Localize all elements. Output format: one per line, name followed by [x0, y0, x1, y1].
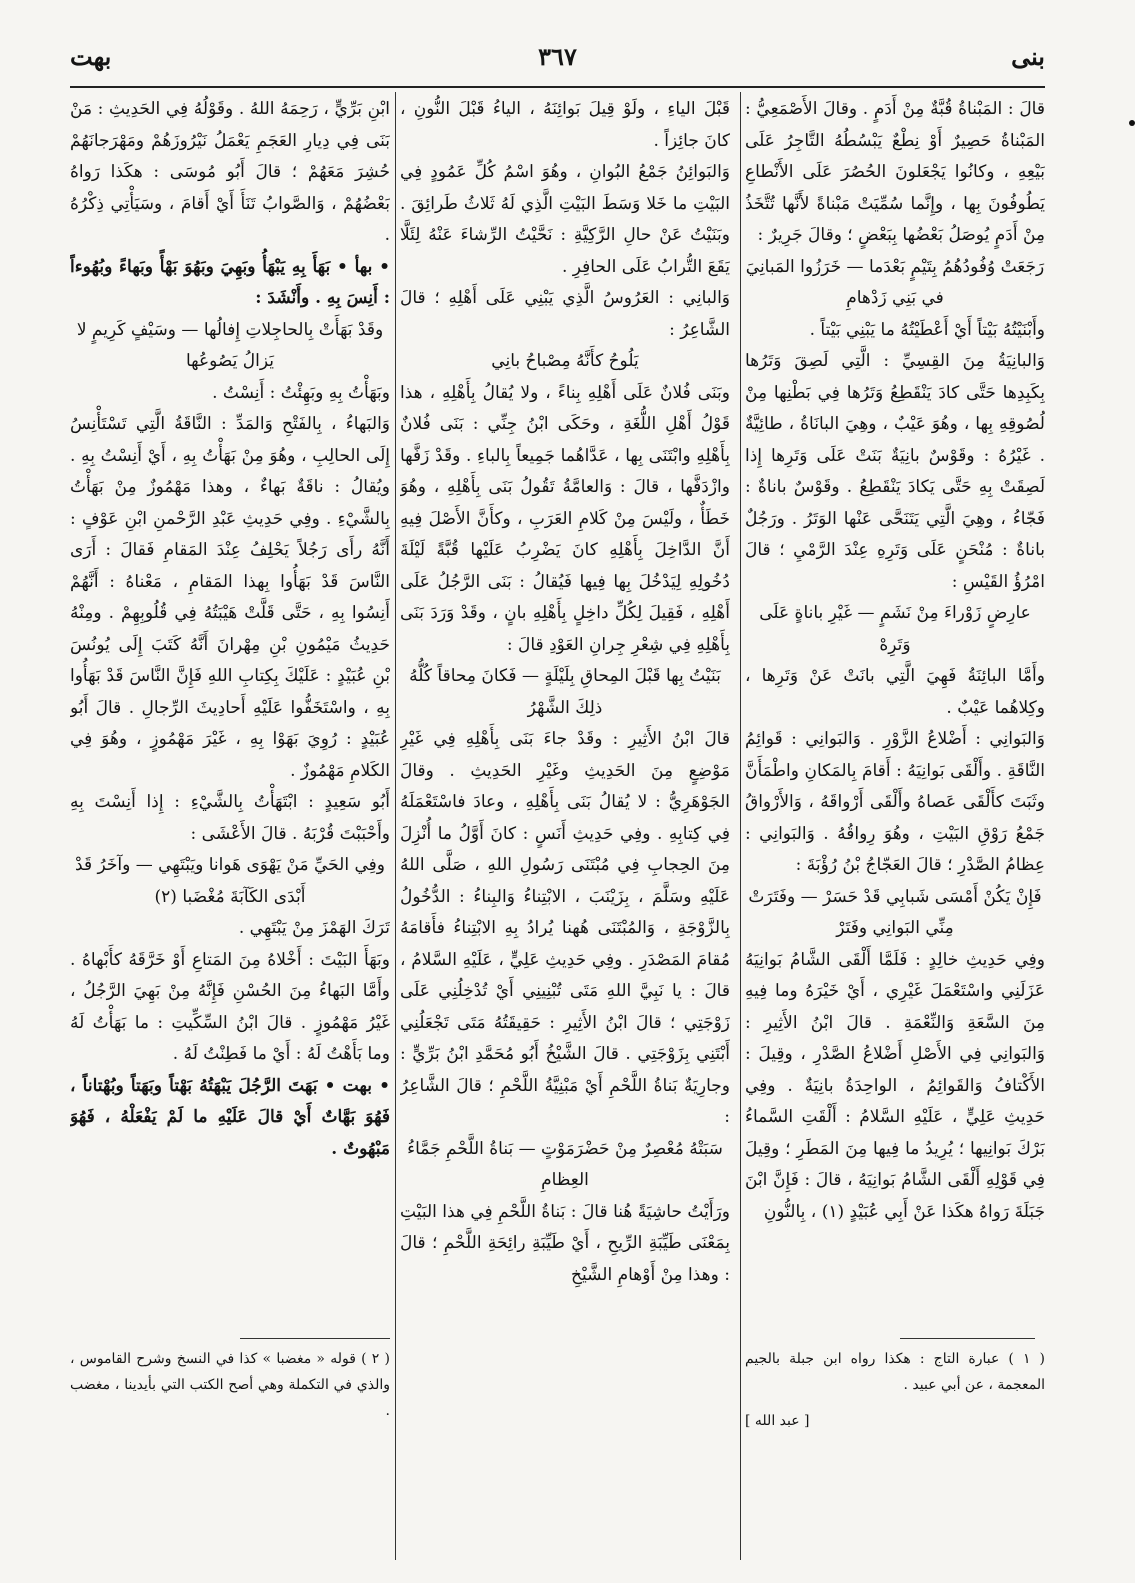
paragraph: ورَأَيْتُ حاشِيَةً هُنا قالَ : بَناةُ اللَّحْمِ فِي هذا البَيْتِ بِمَعْنَى طَيِّبَةِ الرِّيحِ ، أَيْ طَيِّبَةِ رائِحَةِ اللَّحْمِ ؛ قالَ : وهذا مِنْ أَوْهامِ الشَّيْخِ [400, 1201, 730, 1285]
verse: وفِي الحَيِّ مَنْ يَهْوَى هَوانا ويَبْتَهِي — وآخَرُ قَدْ أَبْدَى الكَآبَةَ مُغْضَبا (٢) [75, 855, 385, 907]
column-divider [395, 92, 396, 1560]
verse: سَبَتْهُ مُعْصِرٌ مِنْ حَضْرَمَوْتٍ — بَناةُ اللَّحْمِ جَمَّاءُ العِظامِ [407, 1138, 723, 1190]
verse: عارِضٍ زَوْراءَ مِنْ نَشَمٍ — غَيْرِ باناةٍ عَلَى وَتَرِهْ [759, 603, 1031, 655]
paragraph: وفِي حَدِيثِ خالِدٍ : فَلَمَّا أَلْقَى الشَّامُ بَوانِيَهُ عَزَلَنِي واسْتَعْمَلَ غَيْرِي ، أَيْ خَيْرَهُ وما فِيهِ مِنَ السَّعَةِ وَالنِّعْمَةِ . قالَ ابْنُ الأَثِيرِ : وَالبَوانِي فِي الأَصْلِ أَضْلاعُ الصَّدْرِ ، وقِيلَ : الأَكْتافُ وَالقَوائِمُ ، الواحِدَةُ بانِيَةٌ . وفِي حَدِيثِ عَلِيٍّ ، عَلَيْهِ السَّلامُ : أَلْقَتِ السَّماءُ بَرْكَ بَوانِيها ؛ يُرِيدُ ما فِيها مِنَ المَطَرِ ؛ وقِيلَ فِي قَوْلِهِ أَلْقَى الشَّامُ بَوانِيَهُ ، قالَ : فَإِنَّ ابْنَ جَبَلَةَ رَواهُ هكَذا عَنْ أَبِي عُبَيْدٍ (١) ، بِالنُّونِ [745, 949, 1045, 1222]
footnote-signature: [ عبد الله ] [745, 1413, 810, 1429]
scan-edge-mark [1129, 120, 1135, 126]
paragraph: وبَهَأْتُ بِهِ وبَهِئْتُ : أَنِسْتُ . [212, 382, 390, 403]
verse: رَجَعَتْ وُفُودُهُمُ بِتَيْمٍ بَعْدَما — خَرَزُوا المَبانِيَ في بَنِي زَدْهامِ [745, 256, 1045, 308]
verse: فَإِنْ يَكُنْ أَمْسَى شَبابِي قَدْ حَسَرْ — وفَتَرَتْ مِنِّي البَوانِي وفَتَرْ [748, 886, 1042, 938]
paragraph: وَالبانِي : العَرُوسُ الَّذِي يَبْنِي عَلَى أَهْلِهِ ؛ قالَ الشَّاعِرُ : [400, 288, 730, 340]
header-root-word-right: بنى [1011, 42, 1045, 71]
footnote-left [70, 1346, 390, 1424]
paragraph: قَبْلَ الياءِ ، ولَوْ قِيلَ بَوائِنَهُ ، الياءُ قَبْلَ النُّونِ ، كانَ جائِزاً . [400, 99, 730, 151]
paragraph: ابْنِ بَرِّيٍّ ، رَحِمَهُ اللهُ . وقَوْلُهُ فِي الحَدِيثِ : مَنْ بَنَى فِي دِيارِ العَجَمِ يَعْمَلُ نَيْرُوزَهُمْ ومَهْرَجانَهُمْ حُشِرَ مَعَهُمْ ؛ قالَ أَبُو مُوسَى : هكَذا رَواهُ بَعْضُهُمْ ، وَالصَّوابُ تَنَأَ أَيْ أَقامَ ، وسَيَأْتِي ذِكْرُهُ . [70, 99, 390, 245]
paragraph: قالَ ابْنُ الأَثِيرِ : وقَدْ جاءَ بَنَى بِأَهْلِهِ فِي غَيْرِ مَوْضِعٍ مِنَ الحَدِيثِ وغَيْرِ الحَدِيثِ . وقالَ الجَوْهَرِيُّ : لا يُقالُ بَنَى بِأَهْلِهِ ، وعادَ فاسْتَعْمَلَهُ فِي كِتابِهِ . وفِي حَدِيثِ أَنَسٍ : كانَ أَوَّلُ ما أُنْزِلَ مِنَ الحِجابِ فِي مُبْتَنَى رَسُولِ اللهِ ، صَلَّى اللهُ عَلَيْهِ وسَلَّمَ ، بِزَيْنَبَ ، الابْتِناءُ وَالبِناءُ : الدُّخُولُ بِالزَّوْجَةِ ، وَالمُبْتَنَى هُهنا يُرادُ بِهِ الابْتِناءُ فأَقامَهُ مُقامَ المَصْدَرِ . وفِي حَدِيثِ عَلِيٍّ ، عَلَيْهِ السَّلامُ ، قالَ : يا نَبِيَّ اللهِ مَتَى تُبْنِينِي أَيْ تُدْخِلُنِي عَلَى زَوْجَتِي ؛ قالَ ابْنُ الأَثِيرِ : حَقِيقَتُهُ مَتَى تَجْعَلُنِي أَبْتَنِي بِزَوْجَتِي . قالَ الشَّيْخُ أَبُو مُحَمَّدِ ابْنُ بَرِّيٍّ : وجارِيَةٌ بَناةُ اللَّحْمِ أَيْ مَبْنِيَّةُ اللَّحْمِ ؛ قالَ الشَّاعِرُ : [400, 729, 730, 1127]
paragraph: قالَ : المَبْناةُ قُبَّةٌ مِنْ أَدَمٍ . وقالَ الأَصْمَعِيُّ : المَبْناةُ حَصِيرٌ أَوْ نِطْعٌ يَبْسُطُهُ التَّاجِرُ عَلَى بَيْعِهِ ، وكانُوا يَجْعَلونَ الحُصُرَ عَلَى الأَنْطاعِ يَطُوفُونَ بِها ، وإِنَّما سُمِّيَتْ مَبْناةً لأَنَّها تُتَّخَذُ مِنْ أَدَمٍ يُوصَلُ بَعْضُها بِبَعْضٍ ؛ وقالَ جَرِيرٌ : [745, 99, 1045, 245]
column-middle [400, 94, 730, 1564]
footnote-rule [900, 1338, 1035, 1339]
page-header [70, 42, 1045, 82]
paragraph: أَبُو سَعِيدٍ : ابْتَهَأْتُ بِالشَّيْءِ : إِذا أَنِسْتَ بِهِ وأَحْبَبْتَ قُرْبَهُ . قالَ الأَعْشَى : [70, 792, 390, 844]
footnote-text: ( ٢ ) قوله « مغضبا » كذا في النسخ وشرح القاموس ، والذي في التكملة وهي أصح الكتب التي بأيدينا ، مغضب . [70, 1351, 390, 1419]
header-rule [70, 86, 1045, 88]
entry-heading: • بهت • بَهَتَ الرَّجُلَ يَبْهَتُهُ بَهْتاً وبَهَتاً وبُهْتاناً ، فَهُوَ بَهَّاتٌ أَيْ قالَ عَلَيْهِ ما لَمْ يَفْعَلْهُ ، فَهُوَ مَبْهُوتٌ . [70, 1075, 390, 1159]
paragraph: وَالبَوانِي : أَضْلاعُ الزَّوْرِ . وَالبَوانِي : قَوائِمُ النَّاقَةِ . وأَلْقَى بَوانِيَهُ : أَقامَ بِالمَكانِ واطْمَأَنَّ وثَبَتَ كأَلْقَى عَصاهُ وأَلْقَى أَرْواقَهُ ، وَالأَرْواقُ جَمْعُ رَوْقِ البَيْتِ ، وهُوَ رِواقُهُ . وَالبَوانِي : عِظامُ الصَّدْرِ ؛ قالَ العَجّاجُ بْنُ رُؤْبَةَ : [745, 729, 1045, 875]
header-root-word-left: بهت [70, 42, 112, 71]
paragraph: تَرَكَ الهَمْزَ مِنْ يَبْتَهِي . [238, 918, 390, 938]
paragraph: وبَهَأَ البَيْتَ : أَخْلاهُ مِنَ المَتاعِ أَوْ خَرَّقَهُ كأَبْهاهُ . وأَمَّا البَهاءُ مِنَ الحُسْنِ فَإِنَّهُ مِنْ بَهِيَ الرَّجُلُ ، غَيْرُ مَهْمُوزٍ . قالَ ابْنُ السِّكِّيتِ : ما بَهَأْتُ لَهُ وما بَأَهْتُ لَهُ : أَيْ ما فَطِنْتُ لَهُ . [70, 949, 390, 1064]
footnote-text: ( ١ ) عبارة التاج : هكذا رواه ابن جبلة بالجيم المعجمة ، عن أبي عبيد . [745, 1351, 1045, 1393]
paragraph: وَالبانِيَةُ مِنَ القِسِيِّ : الَّتِي لَصِقَ وَتَرُها بِكَبِدِها حَتَّى كادَ يَنْقَطِعُ وَتَرُها فِي بَطْنِها مِنْ لُصُوقِهِ بِها ، وهُوَ عَيْبٌ ، وهِيَ البانَاةُ ، طائِيَّةٌ . غَيْرُهُ : وقَوْسٌ بانِيَةٌ بَنَتْ عَلَى وَتَرِها إِذا لَصِقَتْ بِهِ حَتَّى يَكادَ يَنْقَطِعُ . وقَوْسٌ باناةٌ : فَجّاءُ ، وهِيَ الَّتِي يَتَنَحَّى عَنْها الوَتَرُ . ورَجُلٌ باناةٌ : مُنْحَنٍ عَلَى وَتَرِهِ عِنْدَ الرَّمْيِ ؛ قالَ امْرُؤُ القَيْسِ : [745, 351, 1045, 592]
column-left [70, 94, 390, 1326]
footnote-rule [240, 1338, 390, 1339]
verse: وقَدْ بَهَأَتْ بِالحاجِلاتِ إِفالُها — وسَيْفٍ كَرِيمٍ لا يَزالُ يَصُوعُها [76, 319, 384, 371]
paragraph: وأَبْنَيْتُهُ بَيْتاً أَيْ أَعْطَيْتُهُ ما يَبْنِي بَيْتاً . [809, 319, 1045, 340]
verse: يَلُوحُ كأَنَّهُ مِصْباحُ بانِي [491, 351, 639, 371]
page-number: ٣٦٧ [538, 42, 577, 71]
footnote-right [745, 1346, 1045, 1434]
column-divider [740, 92, 741, 1560]
entry-heading: • بهأ • بَهَأَ بِهِ يَبْهَأُ وبَهِيَ وبَهُوَ بَهْأً وبَهاءً وبُهُوءاً : أَنِسَ بِهِ . وأَنْشَدَ : [70, 256, 390, 308]
paragraph: وَالبَوائِنُ جَمْعُ البُوانِ ، وهُوَ اسْمُ كُلِّ عَمُودٍ فِي البَيْتِ ما خَلا وَسَطَ البَيْتِ الَّذِي لَهُ ثَلاثُ طَرائِقَ . وبَنَيْتُ عَنْ حالِ الرَّكِيَّةِ : نَحَّيْتُ الرِّشاءَ عَنْهُ لِئَلَّا يَقَعَ التُّرابُ عَلَى الحافِرِ . [400, 162, 730, 277]
column-right [745, 94, 1045, 1324]
verse: بَنَيْتُ بِها قَبْلَ المِحاقِ بِلَيْلَةٍ — فَكانَ مِحاقاً كُلُّهُ ذلِكَ الشَّهْرُ [409, 666, 721, 718]
paragraph: وأَمَّا البائِنَةُ فَهِيَ الَّتِي بانَتْ عَنْ وَتَرِها ، وكِلاهُما عَيْبٌ . [745, 666, 1045, 718]
paragraph: وَالبَهاءُ ، بِالفَتْحِ وَالمَدِّ : النَّاقَةُ الَّتِي تَسْتَأْنِسُ إِلَى الحالِبِ ، وهُوَ مِنْ بَهَأْتُ بِهِ ، أَيْ أَنِسْتُ بِهِ . ويُقالُ : ناقَةٌ بَهاءٌ ، وهذا مَهْمُوزٌ مِنْ بَهَأْتُ بِالشَّيْءِ . وفِي حَدِيثِ عَبْدِ الرَّحْمنِ ابْنِ عَوْفٍ : أَنَّهُ رأَى رَجُلاً يَحْلِفُ عِنْدَ المَقامِ فَقالَ : أَرَى النَّاسَ قَدْ بَهَأُوا بِهذا المَقامِ ، مَعْناهُ : أَنَّهُمْ أَنِسُوا بِهِ ، حَتَّى قَلَّتْ هَيْبَتُهُ فِي قُلُوبِهِمْ . ومِنْهُ حَدِيثُ مَيْمُونِ بْنِ مِهْرانَ أَنَّهُ كَتَبَ إِلَى يُونُسَ بْنِ عُبَيْدٍ : عَلَيْكَ بِكِتابِ اللهِ فَإِنَّ النَّاسَ قَدْ بَهَأُوا بِهِ ، واسْتَخَفُّوا عَلَيْهِ أَحادِيثَ الرِّجالِ . قالَ أَبُو عُبَيْدٍ : رُوِيَ بَهَوْا بِهِ ، غَيْرَ مَهْمُوزٍ ، وهُوَ فِي الكَلامِ مَهْمُوزٌ . [70, 414, 390, 781]
paragraph: وبَنَى فُلانٌ عَلَى أَهْلِهِ بِناءً ، ولا يُقالُ بِأَهْلِهِ ، هذا قَوْلُ أَهْلِ اللُّغَةِ ، وحَكَى ابْنُ جِنِّي : بَنَى فُلانٌ بِأَهْلِهِ وابْتَنَى بِها ، عَدَّاهُما جَمِيعاً بِالباءِ . وقَدْ زَفَّها وازْدَفَّها ، قالَ : وَالعامَّةُ تَقُولُ بَنَى بِأَهْلِهِ ، وهُوَ خَطَأٌ ، ولَيْسَ مِنْ كَلامِ العَرَبِ ، وكأَنَّ الأَصْلَ فِيهِ أَنَّ الدَّاخِلَ بِأَهْلِهِ كانَ يَضْرِبُ عَلَيْها قُبَّةً لَيْلَةَ دُخُولِهِ لِيَدْخُلَ بِها فِيها فَيُقالُ : بَنَى الرَّجُلُ عَلَى أَهْلِهِ ، فَقِيلَ لِكُلِّ داخِلٍ بِأَهْلِهِ بانٍ ، وقَدْ وَرَدَ بَنَى بِأَهْلِهِ فِي شِعْرِ جِرانِ العَوْدِ قالَ : [400, 382, 730, 655]
